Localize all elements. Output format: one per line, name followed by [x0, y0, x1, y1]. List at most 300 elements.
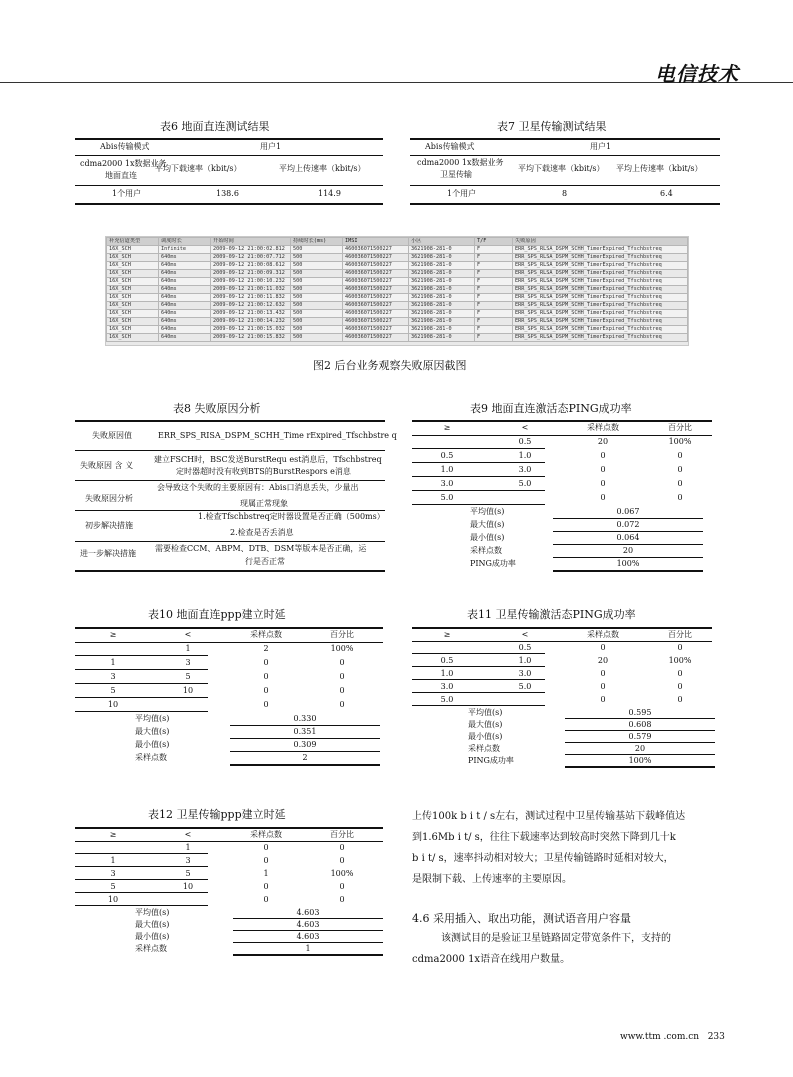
log-cell: 460036071500227 — [343, 334, 409, 342]
t8-value-3b: 现属正常现象 — [240, 499, 288, 508]
log-cell: 2009-09-12 21:00:09.312 — [211, 270, 291, 278]
column-header: ≥ — [443, 630, 451, 639]
table-cell: 0 — [263, 672, 269, 681]
column-header: 采样点数 — [250, 830, 282, 839]
log-header-cell: 失败原因 — [513, 238, 688, 246]
t7-mode-label: Abis传输模式 — [425, 142, 475, 151]
log-cell: 16X_SCH — [107, 302, 159, 310]
table-rule — [412, 666, 545, 667]
table-rule — [412, 448, 545, 449]
log-cell: 16X_SCH — [107, 270, 159, 278]
stat-label: 最大值(s) — [135, 727, 170, 736]
log-cell: ERR_SPS_RLSA_DSPM_SCHH_TimerExpired_Tfschbstreq — [513, 310, 688, 318]
stat-value: 0.067 — [616, 507, 640, 516]
paragraph-line: cdma2000 1x语音在线用户数量。 — [412, 954, 571, 965]
log-cell: 3621908-281-0 — [409, 254, 475, 262]
log-row — [107, 294, 688, 302]
log-cell: 16X_SCH — [107, 278, 159, 286]
table-cell: 100% — [330, 644, 354, 653]
log-cell: 460036071500227 — [343, 254, 409, 262]
table-cell: 1 — [110, 658, 116, 667]
log-cell: 500 — [291, 302, 343, 310]
t6-user-label: 用户1 — [260, 142, 282, 151]
stat-value: 0.579 — [628, 732, 652, 741]
stat-value: 0.309 — [293, 740, 317, 749]
t7-users: 1个用户 — [447, 189, 477, 198]
stat-value: 100% — [628, 756, 652, 765]
stat-label: 平均值(s) — [135, 908, 170, 917]
table-cell: 1 — [110, 856, 116, 865]
log-cell: 460036071500227 — [343, 302, 409, 310]
table-cell: 100% — [668, 656, 692, 665]
table-rule — [553, 570, 703, 572]
table-cell: 3.0 — [440, 479, 454, 488]
stat-value: 20 — [622, 546, 634, 555]
stat-value: 0.064 — [616, 533, 640, 542]
log-cell: ERR_SPS_RLSA_DSPM_SCHH_TimerExpired_Tfschbstreq — [513, 246, 688, 254]
t12-caption: 表12 卫星传输ppp建立时延 — [148, 808, 286, 821]
log-cell: 3621908-281-0 — [409, 278, 475, 286]
table-rule — [565, 742, 715, 743]
log-cell: F — [475, 270, 513, 278]
table-rule — [75, 866, 208, 867]
log-cell: 460036071500227 — [343, 278, 409, 286]
log-cell: ERR_SPS_RLSA_DSPM_SCHH_TimerExpired_Tfschbstreq — [513, 334, 688, 342]
column-header: 百分比 — [330, 830, 354, 839]
log-row — [107, 310, 688, 318]
t8-key-1: 失败原因值 — [92, 431, 132, 440]
column-header: ≥ — [109, 630, 117, 639]
table-cell: 0 — [339, 700, 345, 709]
log-cell: 16X_SCH — [107, 294, 159, 302]
table-cell: 10 — [107, 700, 119, 709]
figure-2-caption: 图2 后台业务观察失败原因截图 — [313, 359, 467, 372]
table-rule — [233, 942, 383, 943]
stat-value: 2 — [302, 753, 308, 762]
stat-value: 20 — [634, 744, 646, 753]
table-cell: 0 — [600, 451, 606, 460]
t11-caption: 表11 卫星传输激活态PING成功率 — [467, 608, 636, 621]
table-cell: 10 — [107, 895, 119, 904]
log-cell: 640ms — [159, 334, 211, 342]
t8-value-4b: 2.检查是否丢消息 — [230, 528, 294, 537]
log-cell: 2009-09-12 21:00:11.032 — [211, 286, 291, 294]
paragraph-line: b i t/ s，速率抖动相对较大；卫星传输链路时延相对较大， — [412, 853, 674, 864]
t8-key-2: 失败原因 含 义 — [80, 461, 134, 470]
table-rule — [233, 954, 383, 956]
t8-value-3a: 会导致这个失败的主要原因有：Abis口消息丢失，少量出 — [157, 483, 359, 492]
t7-link-label: 卫星传输 — [440, 170, 472, 179]
log-cell: Infinite — [159, 246, 211, 254]
table-cell: 1 — [185, 843, 191, 852]
log-cell: 3621908-281-0 — [409, 302, 475, 310]
log-cell: 640ms — [159, 326, 211, 334]
table-rule — [75, 627, 383, 629]
table-6-caption: 表6 地面直连测试结果 — [160, 120, 270, 133]
log-cell: 2009-09-12 21:00:02.812 — [211, 246, 291, 254]
log-cell: 3621908-281-0 — [409, 262, 475, 270]
failure-log-table — [106, 237, 688, 342]
table-cell: 0 — [339, 843, 345, 852]
log-cell: ERR_SPS_RLSA_DSPM_SCHH_TimerExpired_Tfschbstreq — [513, 278, 688, 286]
stat-value: 4.603 — [296, 908, 320, 917]
log-cell: F — [475, 310, 513, 318]
stat-value: 0.330 — [293, 714, 317, 723]
table-cell: 0 — [677, 682, 683, 691]
table-cell: 0 — [339, 895, 345, 904]
stat-label: 采样点数 — [135, 944, 167, 953]
table-cell: 0 — [339, 672, 345, 681]
stat-label: 最小值(s) — [135, 932, 170, 941]
t8-value-1: ERR_SPS_RISA_DSPM_SCHH_Time rExpired_Tfschbstre q — [158, 431, 397, 440]
log-cell: ERR_SPS_RLSA_DSPM_SCHH_TimerExpired_Tfschbstreq — [513, 262, 688, 270]
stat-label: PING成功率 — [470, 559, 516, 568]
table-rule — [75, 853, 208, 854]
log-cell: 500 — [291, 246, 343, 254]
stat-value: 100% — [616, 559, 640, 568]
t8-value-4a: 1.检查Tfschbstreq定时器设置是否正确（500ms） — [198, 512, 385, 521]
table-rule — [412, 653, 545, 654]
footer — [620, 1032, 725, 1042]
table-cell: 100% — [330, 869, 354, 878]
table-rule — [75, 841, 383, 842]
table-cell: 20 — [597, 656, 609, 665]
t7-user-label: 用户1 — [590, 142, 612, 151]
table-rule — [412, 435, 712, 436]
log-row — [107, 270, 688, 278]
table-rule — [412, 679, 545, 680]
log-cell: 500 — [291, 270, 343, 278]
table-cell: 0 — [339, 856, 345, 865]
table-rule — [565, 766, 715, 768]
stat-value: 4.603 — [296, 932, 320, 941]
stat-label: 平均值(s) — [468, 708, 503, 717]
table-cell: 0 — [600, 682, 606, 691]
table-cell: 0 — [263, 856, 269, 865]
stat-label: 采样点数 — [135, 753, 167, 762]
log-cell: ERR_SPS_RLSA_DSPM_SCHH_TimerExpired_Tfschbstreq — [513, 270, 688, 278]
log-header-cell: 调度时长 — [159, 238, 211, 246]
table-rule — [75, 683, 208, 684]
log-cell: F — [475, 246, 513, 254]
log-row — [107, 262, 688, 270]
t6-mode-label: Abis传输模式 — [100, 142, 150, 151]
log-cell: 500 — [291, 310, 343, 318]
table-cell: 0 — [677, 493, 683, 502]
log-cell: 16X_SCH — [107, 254, 159, 262]
table-rule — [233, 930, 383, 931]
log-cell: 3621908-281-0 — [409, 286, 475, 294]
log-cell: 460036071500227 — [343, 246, 409, 254]
table-cell: 0 — [339, 686, 345, 695]
table-rule — [412, 705, 545, 706]
t7-ul-value: 6.4 — [660, 189, 673, 198]
table-cell: 0 — [263, 686, 269, 695]
t8-value-5b: 行是否正常 — [245, 557, 285, 566]
table-rule — [75, 642, 383, 643]
t8-key-5: 进一步解决措施 — [80, 549, 136, 558]
log-cell: F — [475, 254, 513, 262]
table-cell: 3 — [185, 658, 191, 667]
log-row — [107, 334, 688, 342]
log-cell: 500 — [291, 326, 343, 334]
table-cell: 5.0 — [440, 493, 454, 502]
table-cell: 0 — [600, 493, 606, 502]
column-header: 百分比 — [668, 630, 692, 639]
table-rule — [553, 531, 703, 532]
stat-label: 平均值(s) — [470, 507, 505, 516]
log-cell: 640ms — [159, 262, 211, 270]
table-rule — [565, 754, 715, 755]
page-number: 233 — [707, 1032, 725, 1042]
stat-value: 0.351 — [293, 727, 317, 736]
log-row — [107, 278, 688, 286]
log-cell: F — [475, 278, 513, 286]
column-header: 百分比 — [330, 630, 354, 639]
table-cell: 3 — [110, 869, 116, 878]
table-rule — [412, 504, 545, 505]
table-cell: 5.0 — [518, 479, 532, 488]
footer-url: www.ttm .com.cn — [620, 1032, 700, 1042]
table-rule — [75, 655, 208, 656]
t6-dl-header: 平均下载速率（kbit/s） — [155, 164, 242, 173]
log-cell: ERR_SPS_RLSA_DSPM_SCHH_TimerExpired_Tfschbstreq — [513, 286, 688, 294]
table-cell: 1.0 — [518, 656, 532, 665]
log-row — [107, 286, 688, 294]
column-header: < — [521, 630, 529, 639]
stat-value: 1 — [305, 944, 311, 953]
column-header: < — [184, 830, 192, 839]
table-rule — [412, 490, 545, 491]
log-row — [107, 246, 688, 254]
stat-label: 最小值(s) — [470, 533, 505, 542]
paragraph-line: 上传100k b i t / s左右，测试过程中卫星传输基站下载峰值达 — [412, 811, 686, 822]
table-cell: 3 — [110, 672, 116, 681]
table-cell: 3.0 — [440, 682, 454, 691]
table-rule — [412, 476, 545, 477]
stat-value: 0.608 — [628, 720, 652, 729]
column-header: < — [184, 630, 192, 639]
log-cell: 460036071500227 — [343, 286, 409, 294]
table-rule — [553, 518, 703, 519]
stat-label: 平均值(s) — [135, 714, 170, 723]
table-rule — [553, 544, 703, 545]
table-cell: 0 — [263, 882, 269, 891]
failure-log-screenshot — [105, 236, 689, 346]
table-cell: 0 — [677, 643, 683, 652]
table-rule — [412, 692, 545, 693]
table-cell: 10 — [182, 686, 194, 695]
log-cell: 640ms — [159, 254, 211, 262]
paragraph-line: 是限制下载、上传速率的主要原因。 — [412, 874, 572, 885]
stat-label: 采样点数 — [470, 546, 502, 555]
log-cell: ERR_SPS_RLSA_DSPM_SCHH_TimerExpired_Tfschbstreq — [513, 302, 688, 310]
table-cell: 0.5 — [440, 451, 454, 460]
log-cell: 460036071500227 — [343, 270, 409, 278]
column-header: 百分比 — [668, 423, 692, 432]
t7-service-label: cdma2000 1x数据业务 — [417, 158, 504, 167]
table-cell: 0 — [339, 658, 345, 667]
table-cell: 100% — [668, 437, 692, 446]
table-7-caption: 表7 卫星传输测试结果 — [497, 120, 607, 133]
stat-value: 0.595 — [628, 708, 652, 717]
table-rule — [75, 892, 208, 893]
table-cell: 1 — [263, 869, 269, 878]
log-cell: ERR_SPS_RLSA_DSPM_SCHH_TimerExpired_Tfschbstreq — [513, 326, 688, 334]
log-cell: 640ms — [159, 318, 211, 326]
table-cell: 3.0 — [518, 669, 532, 678]
column-header: 采样点数 — [587, 423, 619, 432]
log-cell: 16X_SCH — [107, 334, 159, 342]
stat-value: 4.603 — [296, 920, 320, 929]
log-cell: 500 — [291, 334, 343, 342]
table-rule — [233, 918, 383, 919]
log-header-cell: 补充信道类型 — [107, 238, 159, 246]
log-cell: 500 — [291, 262, 343, 270]
table-cell: 0 — [339, 882, 345, 891]
table-rule — [230, 725, 380, 726]
t8-value-2b: 定时器超时没有收到BTS的BurstRespors e消息 — [176, 467, 351, 476]
table-cell: 0 — [600, 669, 606, 678]
t9-caption: 表9 地面直连激活态PING成功率 — [470, 402, 632, 415]
log-row — [107, 302, 688, 310]
paragraph-line: 到1.6Mb i t/ s，往往下载速率达到较高时突然下降到几十k — [412, 832, 676, 843]
table-cell: 5.0 — [518, 682, 532, 691]
column-header: 采样点数 — [587, 630, 619, 639]
log-cell: 500 — [291, 278, 343, 286]
log-cell: 2009-09-12 21:00:08.612 — [211, 262, 291, 270]
t7-dl-value: 8 — [562, 189, 568, 198]
table-cell: 5 — [110, 882, 116, 891]
table-cell: 3 — [185, 856, 191, 865]
log-cell: 16X_SCH — [107, 310, 159, 318]
log-cell: 2009-09-12 21:00:11.832 — [211, 294, 291, 302]
table-cell: 10 — [182, 882, 194, 891]
table-cell: 0 — [600, 479, 606, 488]
table-cell: 0 — [677, 669, 683, 678]
log-cell: 640ms — [159, 310, 211, 318]
log-cell: 16X_SCH — [107, 318, 159, 326]
t6-link-label: 地面直连 — [105, 171, 137, 180]
table-cell: 1.0 — [440, 669, 454, 678]
table-rule — [412, 627, 712, 629]
column-header: ≥ — [109, 830, 117, 839]
log-cell: 3621908-281-0 — [409, 310, 475, 318]
stat-label: 最大值(s) — [468, 720, 503, 729]
table-cell: 0 — [263, 700, 269, 709]
table-rule — [412, 641, 712, 642]
log-cell: F — [475, 326, 513, 334]
log-cell: 16X_SCH — [107, 286, 159, 294]
table-cell: 0.5 — [440, 656, 454, 665]
log-cell: 460036071500227 — [343, 318, 409, 326]
log-cell: F — [475, 302, 513, 310]
t6-ul-header: 平均上传速率（kbit/s） — [279, 164, 366, 173]
log-cell: 3621908-281-0 — [409, 318, 475, 326]
table-rule — [553, 557, 703, 558]
table-cell: 5 — [185, 869, 191, 878]
log-cell: 16X_SCH — [107, 262, 159, 270]
t8-value-2a: 建立FSCH时，BSC发送BurstRequ est消息后，Tfschbstreq — [154, 455, 382, 464]
log-cell: 640ms — [159, 302, 211, 310]
log-cell: F — [475, 262, 513, 270]
log-header-cell: 开始时间 — [211, 238, 291, 246]
log-cell: 2009-09-12 21:00:12.632 — [211, 302, 291, 310]
table-cell: 0 — [263, 658, 269, 667]
table-cell: 1.0 — [518, 451, 532, 460]
table-cell: 0 — [600, 465, 606, 474]
column-header: ≥ — [443, 423, 451, 432]
log-cell: 500 — [291, 294, 343, 302]
log-cell: 3621908-281-0 — [409, 270, 475, 278]
paragraph-line: 该测试目的是验证卫星链路固定带宽条件下，支持的 — [441, 933, 671, 944]
table-cell: 0 — [677, 465, 683, 474]
t8-key-3: 失败原因分析 — [85, 494, 133, 503]
log-cell: 500 — [291, 254, 343, 262]
stat-value: 0.072 — [616, 520, 640, 529]
table-rule — [230, 738, 380, 739]
table-cell: 3.0 — [518, 465, 532, 474]
table-cell: 1.0 — [440, 465, 454, 474]
stat-label: 最小值(s) — [135, 740, 170, 749]
log-cell: 3621908-281-0 — [409, 326, 475, 334]
log-cell: 640ms — [159, 294, 211, 302]
table-cell: 0.5 — [518, 437, 532, 446]
log-row — [107, 318, 688, 326]
table-rule — [412, 462, 545, 463]
table-cell: 0 — [677, 451, 683, 460]
table-cell: 0.5 — [518, 643, 532, 652]
log-row — [107, 254, 688, 262]
log-cell: 16X_SCH — [107, 246, 159, 254]
table-rule — [565, 730, 715, 731]
log-cell: ERR_SPS_RLSA_DSPM_SCHH_TimerExpired_Tfschbstreq — [513, 294, 688, 302]
table-rule — [75, 827, 383, 829]
log-cell: 500 — [291, 318, 343, 326]
table-cell: 5 — [185, 672, 191, 681]
log-cell: 16X_SCH — [107, 326, 159, 334]
t6-users: 1个用户 — [112, 189, 142, 198]
log-cell: 2009-09-12 21:00:07.712 — [211, 254, 291, 262]
log-cell: 640ms — [159, 286, 211, 294]
column-header: 采样点数 — [250, 630, 282, 639]
table-rule — [230, 764, 380, 766]
log-cell: 2009-09-12 21:00:15.832 — [211, 334, 291, 342]
log-header-cell: T/F — [475, 238, 513, 246]
log-cell: F — [475, 294, 513, 302]
stat-label: 最大值(s) — [135, 920, 170, 929]
log-cell: 640ms — [159, 270, 211, 278]
log-cell: 2009-09-12 21:00:13.432 — [211, 310, 291, 318]
column-header: < — [521, 423, 529, 432]
log-cell: 460036071500227 — [343, 310, 409, 318]
table-rule — [412, 420, 712, 422]
log-row — [107, 326, 688, 334]
t10-caption: 表10 地面直连ppp建立时延 — [148, 608, 286, 621]
t8-value-5a: 需要检查CCM、ABPM、DTB、DSM等版本是否正确，运 — [155, 544, 367, 553]
journal-title: 电信技术 — [655, 62, 739, 86]
t6-service-label: cdma2000 1x数据业务 — [80, 159, 167, 168]
table-cell: 5.0 — [440, 695, 454, 704]
table-cell: 1 — [185, 644, 191, 653]
log-header-cell: IMSI — [343, 238, 409, 246]
table-rule — [75, 697, 208, 698]
table-rule — [75, 669, 208, 670]
log-cell: 500 — [291, 286, 343, 294]
table-rule — [230, 751, 380, 752]
t6-ul-value: 114.9 — [318, 189, 341, 198]
table-cell: 5 — [110, 686, 116, 695]
